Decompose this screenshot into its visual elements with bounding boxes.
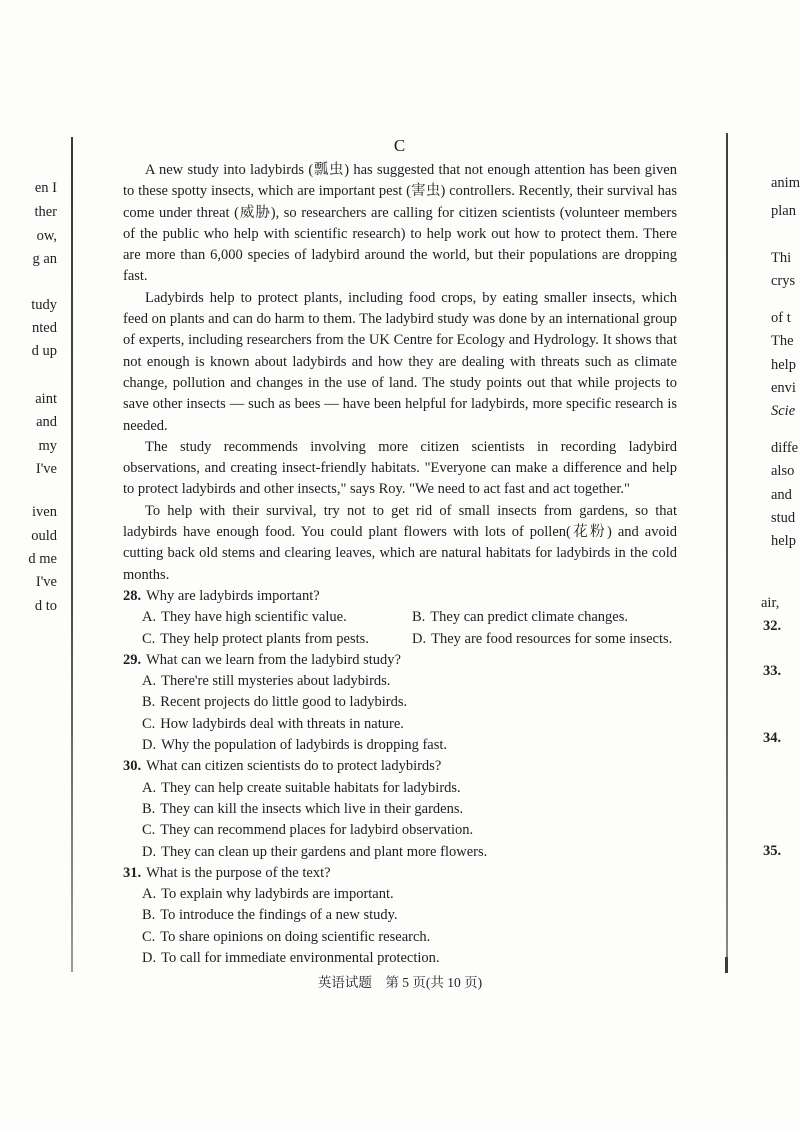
option-label: D.: [142, 843, 157, 860]
option-label: A.: [142, 609, 157, 626]
option-29-d: [142, 735, 677, 756]
right-fragment: stud: [771, 510, 796, 526]
passage-paragraph: Ladybirds help to protect plants, including food crops, by eating smaller insects, which feed on plants and can do harm to them. The ladybird study was done by an international group of experts, including researchers from the UK Centre for Ecology and Hydrology. It shows that not enough is known about ladybirds and how they are dealing with threats such as climate change, pollution and changes in the use of land. The study points out that while projects to save other insects — such as bees — have been helpful for ladybirds, more specific research is needed.: [123, 289, 677, 434]
right-fragment: Thi: [771, 250, 792, 266]
right-fragment: anim: [771, 175, 800, 191]
right-fragment: envi: [771, 380, 796, 396]
right-fragment-journal-title: Scie: [771, 403, 796, 419]
option-29-b: [142, 692, 677, 713]
option-text: They can clean up their gardens and plant more flowers.: [161, 843, 488, 860]
left-fragment: nted: [32, 320, 57, 336]
option-label: C.: [142, 630, 156, 647]
right-fragment: and: [771, 487, 792, 503]
passage-paragraph: To help with their survival, try not to get rid of small insects from gardens, so that ladybirds have enough food. You could plant flowers with lots of pollen(花粉) and avoid cutting back old stems and clearing leaves, which are natural habitats for ladybirds in the cold months.: [123, 502, 677, 583]
question-number: 31.: [123, 864, 142, 881]
right-page-fold-line: [726, 133, 728, 973]
option-30-b: [142, 799, 677, 820]
option-31-b: [142, 905, 677, 926]
option-text: They can predict climate changes.: [430, 609, 628, 626]
left-margin-cutoff-text: [0, 0, 57, 1131]
option-label: D.: [142, 737, 157, 754]
option-31-c: [142, 927, 677, 948]
option-31-a: [142, 884, 677, 905]
page-footer: 英语试题 第 5 页(共 10 页): [317, 975, 483, 990]
right-question-number: 32.: [763, 618, 782, 634]
left-fragment: tudy: [31, 297, 57, 313]
option-30-a: [142, 778, 677, 799]
option-label: C.: [142, 715, 156, 732]
left-page-fold-line: [71, 137, 73, 972]
left-fragment: iven: [32, 504, 57, 520]
option-text: Recent projects do little good to ladybirds.: [160, 694, 408, 711]
section-label: C: [393, 136, 407, 155]
option-label: A.: [142, 886, 157, 903]
passage-paragraph: A new study into ladybirds (瓢虫) has suggested that not enough attention has been given to these spotty insects, which are important pest (害虫) controllers. Recently, their survival has come under threat (威胁), so researchers are calling for citizen scientists (volunteer members of the public who help with scientific research) to help work out how to protect them. There are more than 6,000 species of ladybird around the world, but their populations are dropping fast.: [123, 162, 677, 285]
left-fragment: ow,: [36, 228, 57, 244]
left-fragment: aint: [35, 391, 57, 407]
option-text: They are food resources for some insects.: [431, 630, 673, 647]
option-28-d: [412, 629, 677, 650]
right-fragment: also: [771, 463, 795, 479]
option-text: They can kill the insects which live in their gardens.: [160, 800, 464, 817]
right-margin-cutoff-text: [758, 0, 800, 1131]
option-text: How ladybirds deal with threats in nature.: [160, 715, 404, 732]
option-label: B.: [142, 800, 156, 817]
option-label: A.: [142, 779, 157, 796]
reading-section-c: [123, 132, 677, 969]
right-fragment: diffe: [771, 440, 799, 456]
option-text: To call for immediate environmental protection.: [161, 949, 440, 966]
right-question-number: 34.: [763, 730, 782, 746]
question-text: What is the purpose of the text?: [146, 864, 331, 881]
question-28: [123, 586, 677, 650]
right-question-number: 35.: [763, 843, 782, 859]
left-fragment: ould: [31, 528, 57, 544]
question-number: 28.: [123, 587, 142, 604]
option-text: They can help create suitable habitats for ladybirds.: [161, 779, 461, 796]
left-fragment: and: [36, 414, 57, 430]
option-text: To introduce the findings of a new study.: [160, 907, 398, 924]
option-label: B.: [142, 694, 156, 711]
passage-paragraph: The study recommends involving more citizen scientists in recording ladybird observations, and creating insect-friendly habitats. "Everyone can make a difference and help to protect ladybirds and other insects," says Roy. "We need to act fast and act together.": [123, 438, 677, 498]
left-fragment: d me: [28, 551, 57, 567]
right-fragment: crys: [771, 273, 796, 289]
option-28-c: [142, 629, 412, 650]
right-fragment: help: [771, 357, 796, 373]
option-30-c: [142, 820, 677, 841]
question-text: Why are ladybirds important?: [146, 587, 320, 604]
question-31: [123, 863, 677, 969]
left-fragment: en I: [34, 180, 57, 196]
left-fragment: I've: [35, 461, 57, 477]
option-29-a: [142, 671, 677, 692]
right-fragment: help: [771, 533, 796, 549]
right-fragment: The: [771, 333, 794, 349]
left-fragment: I've: [35, 574, 57, 590]
option-29-c: [142, 714, 677, 735]
option-label: D.: [412, 630, 427, 647]
option-label: B.: [412, 609, 426, 626]
option-text: To share opinions on doing scientific research.: [160, 928, 431, 945]
right-fragment: plan: [771, 203, 796, 219]
left-fragment: d to: [34, 598, 57, 614]
option-label: C.: [142, 822, 156, 839]
option-28-a: [142, 607, 412, 628]
question-number: 29.: [123, 651, 142, 668]
option-text: They help protect plants from pests.: [160, 630, 369, 647]
option-text: They can recommend places for ladybird observation.: [160, 822, 474, 839]
option-text: To explain why ladybirds are important.: [161, 886, 394, 903]
question-number: 30.: [123, 758, 142, 775]
option-30-d: [142, 842, 677, 863]
option-28-b: [412, 607, 677, 628]
option-label: C.: [142, 928, 156, 945]
option-label: D.: [142, 949, 157, 966]
right-fragment: air,: [761, 595, 780, 611]
left-fragment: g an: [32, 251, 57, 267]
left-fragment: d up: [31, 343, 57, 359]
option-text: They have high scientific value.: [161, 609, 347, 626]
question-30: [123, 756, 677, 862]
option-label: A.: [142, 673, 157, 690]
option-text: Why the population of ladybirds is dropping fast.: [161, 737, 448, 754]
question-text: What can citizen scientists do to protect ladybirds?: [146, 758, 442, 775]
option-text: There're still mysteries about ladybirds.: [161, 673, 391, 690]
left-fragment: ther: [34, 204, 57, 220]
question-29: [123, 650, 677, 756]
option-31-d: [142, 948, 677, 969]
right-fragment: of t: [771, 310, 791, 326]
right-question-number: 33.: [763, 663, 782, 679]
left-fragment: my: [38, 438, 57, 454]
question-text: What can we learn from the ladybird study?: [146, 651, 401, 668]
option-label: B.: [142, 907, 156, 924]
